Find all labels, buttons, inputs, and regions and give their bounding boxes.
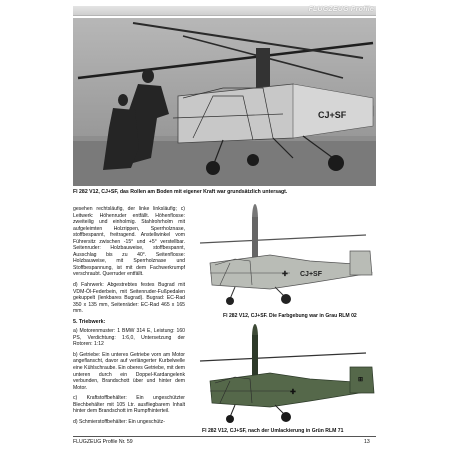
profile-green-caption: Fl 282 V12, CJ+SF, nach der Umlackierung in Grün RLM 71 [202,428,344,434]
header-bar [73,6,376,16]
paragraph-schmierstoff: d) Schmierstoffbehälter: Ein ungeschütz- [73,418,165,425]
tail-swastika-icon: ⊞ [358,377,364,383]
footer-divider [73,436,376,437]
grey-profile-marking: CJ+SF [300,271,322,278]
profile-drawing-grey [190,203,376,309]
left-text-column [73,206,185,429]
historic-photo [73,18,376,186]
paragraph-kraftstoff: c) Kraftstoffbehälter: Ein ungeschützter Blechbehälter mit 105 Ltr. ausfliegbarem Inhalt hinter dem Brandschott im Rumpfhinterteil. [73,395,185,415]
paragraph-getriebe: b) Getriebe: Ein unteres Getriebe vorn am Motor angeflanscht, davor auf verlängerter Kurbelwelle eine Kühlschraube. Ein oberes Getriebe, mit dem unteren durch ein Doppel-Kardangelenk verbunden, Brandschott über und hinter dem Motor. [73,351,185,391]
profile-drawing-green [190,323,376,427]
footer-publication: FLUGZEUG Profile Nr. 59 [73,439,133,445]
photo-caption: Fl 282 V12, CJ+SF, das Rollen am Boden mit eigener Kraft war grundsätzlich untersagt. [73,189,288,195]
profile-grey-caption: Fl 282 V12, CJ+SF. Die Farbgebung war in Grau RLM 02 [223,313,357,319]
photo-fuselage-marking: CJ+SF [318,110,347,120]
paragraph-fahrwerk: d) Fahrwerk: Abgestrebtes festes Bugrad mit VDM-Öl-Federbein, mit Seitenruder-Fußpedalen gekuppelt (lenkbares Bugrad). Bugrad: EC-Rad 350 x 135 mm, Seitenräder: EC-Rad 465 x 165 mm. [73,282,185,315]
paragraph-leitwerk: gesehen rechtsläufig, der linke linksläufig; c) Leitwerk: Höhenruder entfällt. Höhenflosse: zweiteilig und einholmig. Stahlrohrholm mit aufgeleimten Holzrippen, Sperrholznase, stoffbespannt, freitragend. Anstellwinkel vom Führersitz zwischen -15° und +5° verstellbar. Seitenruder: Holzbauweise, stoffbespannt, Ausschlag bis zu 40°. Seitenflosse: Holzbauweise, mit Sperrholznase und Stoffbespannung, ist mit dem Fachwerkrumpf verschraubt. Querruder entfällt. [73,206,185,278]
section-heading-triebwerk: 5. Triebwerk: [73,318,106,325]
paragraph-motorenmuster: a) Motorenmuster: 1 BMW 314 E, Leistung: 160 PS, Verdichtung: 1:6,0, Untersetzung der Rotoren: 1:12 [73,328,185,348]
page-number: 13 [364,439,370,445]
header-title: FLUGZEUG Profile [308,6,374,13]
balkenkreuz-icon: ✚ [290,389,296,396]
balkenkreuz-icon: ✚ [282,271,288,278]
